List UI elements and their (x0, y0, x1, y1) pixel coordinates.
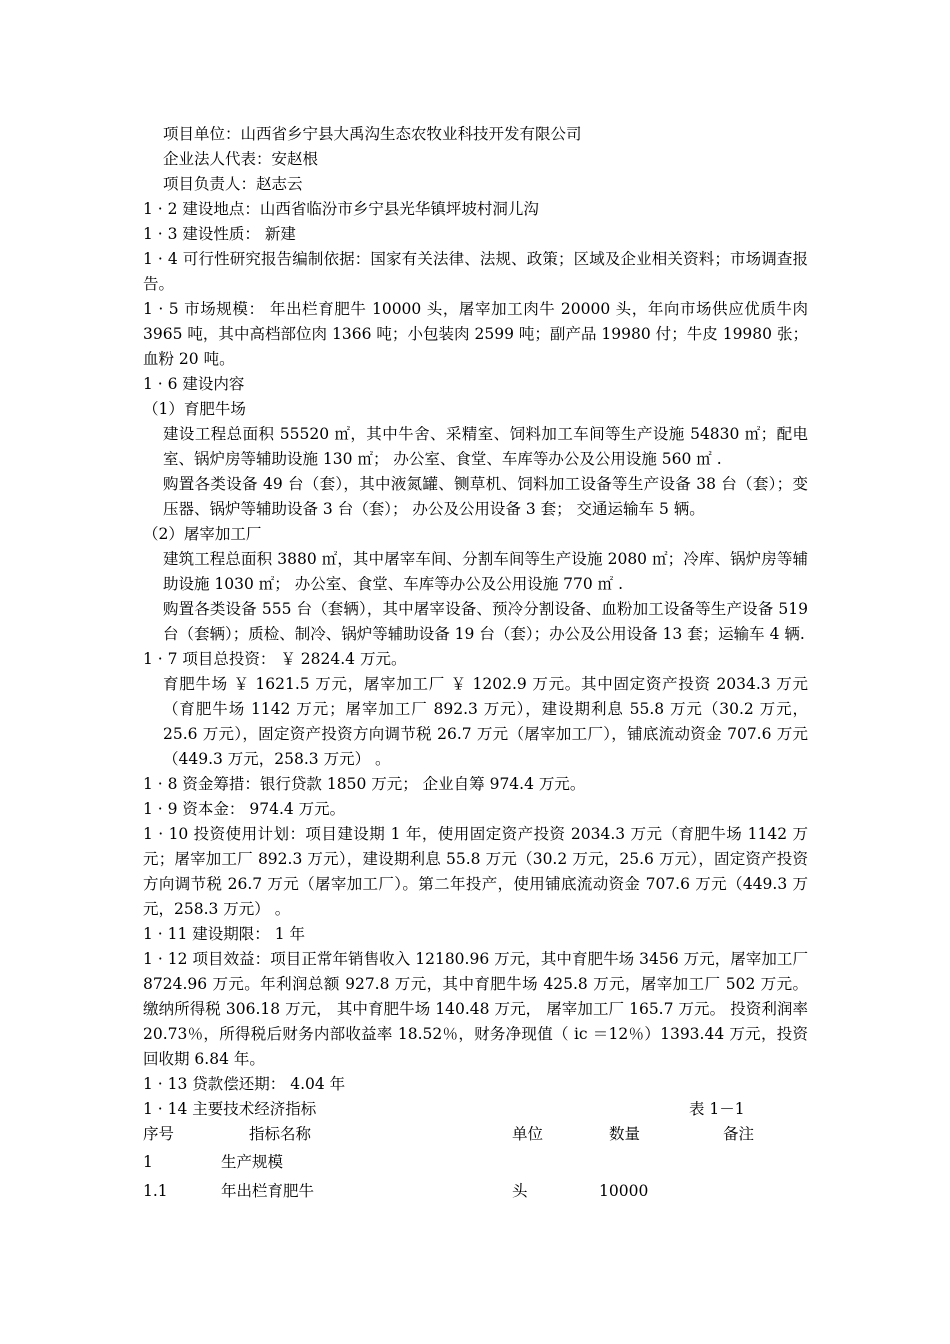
section-1-2-location: 1 · 2 建设地点：山西省临汾市乡宁县光华镇坪坡村洞儿沟 (143, 200, 539, 218)
document-body (143, 122, 808, 1204)
header-qty: 数量 (609, 1125, 641, 1143)
section-1-7-total-investment: 1 · 7 项目总投资： ￥ 2824.4 万元。 (143, 650, 407, 668)
table-row (143, 1150, 808, 1175)
section-1-11-construction-period: 1 · 11 建设期限： 1 年 (143, 925, 306, 943)
cell-name: 年出栏育肥牛 (221, 1182, 315, 1200)
section-1-14-title: 1 · 14 主要技术经济指标 (143, 1100, 317, 1118)
cell-no: 1.1 (143, 1182, 168, 1200)
section-1-4-basis: 1 · 4 可行性研究报告编制依据：国家有关法律、法规、政策；区域及企业相关资料；市场调查报告。 (143, 250, 808, 293)
fattening-farm-equipment-paragraph: 购置各类设备 49 台（套），其中液氮罐、铡草机、饲料加工设备等生产设备 38 台（套）；变压器、锅炉等辅助设备 3 台（套）； 办公及公用设备 3 套； 交通运输车 5 辆。 (163, 475, 808, 518)
section-1-8-financing: 1 · 8 资金筹措：银行贷款 1850 万元； 企业自筹 974.4 万元。 (143, 775, 586, 793)
cell-no: 1 (143, 1153, 153, 1171)
section-1-6-title: 1 · 6 建设内容 (143, 375, 245, 393)
table-header-row (143, 1122, 808, 1147)
subsection-slaughterhouse-title: （2）屠宰加工厂 (143, 525, 262, 543)
header-note: 备注 (723, 1125, 755, 1143)
project-manager-line: 项目负责人：赵志云 (163, 175, 303, 193)
table-row (143, 1179, 808, 1204)
slaughterhouse-construction-paragraph: 建筑工程总面积 3880 ㎡，其中屠宰车间、分割车间等生产设施 2080 ㎡；冷库、锅炉房等辅助设施 1030 ㎡； 办公室、食堂、车库等办公及公用设施 770 ㎡ . (163, 550, 808, 593)
section-1-12-benefits: 1 · 12 项目效益：项目正常年销售收入 12180.96 万元，其中育肥牛场 3456 万元，屠宰加工厂 8724.96 万元。年利润总额 927.8 万元，其中育肥牛场 425.8 万元，屠宰加工厂 502 万元。缴纳所得税 306.18 万元， 其中育肥牛场 140.48 万元， 屠宰加工厂 165.7 万元。 投资利润率 20.73％，所得税后财务内部收益率 18.52％，财务净现值（ ic ＝12％）1393.44 万元，投资回收期 6.84 年。 (143, 950, 808, 1068)
header-name: 指标名称 (249, 1125, 312, 1143)
cell-qty: 10000 (599, 1182, 649, 1200)
table-caption: 表 1－1 (689, 1100, 745, 1118)
section-1-13-repayment: 1 · 13 贷款偿还期： 4.04 年 (143, 1075, 346, 1093)
project-unit-line: 项目单位：山西省乡宁县大禹沟生态农牧业科技开发有限公司 (163, 125, 582, 143)
slaughterhouse-equipment-paragraph: 购置各类设备 555 台（套辆），其中屠宰设备、预冷分割设备、血粉加工设备等生产设备 519 台（套辆）；质检、制冷、锅炉等辅助设备 19 台（套）；办公及公用设备 13 套；运输车 4 辆. (163, 600, 808, 643)
subsection-fattening-farm-title: （1）育肥牛场 (143, 400, 246, 418)
cell-unit: 头 (512, 1182, 528, 1200)
section-1-9-capital: 1 · 9 资本金： 974.4 万元。 (143, 800, 346, 818)
fattening-farm-construction-paragraph: 建设工程总面积 55520 ㎡，其中牛舍、采精室、饲料加工车间等生产设施 54830 ㎡；配电室、锅炉房等辅助设施 130 ㎡； 办公室、食堂、车库等办公及公用设施 560 ㎡ . (163, 425, 808, 468)
cell-name: 生产规模 (221, 1153, 284, 1171)
legal-representative-line: 企业法人代表：安赵根 (163, 150, 319, 168)
header-unit: 单位 (512, 1125, 544, 1143)
section-1-10-investment-plan: 1 · 10 投资使用计划：项目建设期 1 年，使用固定资产投资 2034.3 万元（育肥牛场 1142 万元；屠宰加工厂 892.3 万元），建设期利息 55.8 万元（30.2 万元，25.6 万元），固定资产投资方向调节税 26.7 万元（屠宰加工厂）。第二年投产，使用铺底流动资金 707.6 万元（449.3 万元，258.3 万元） 。 (143, 825, 808, 918)
header-no: 序号 (143, 1125, 175, 1143)
section-1-5-market-scale: 1 · 5 市场规模： 年出栏育肥牛 10000 头，屠宰加工肉牛 20000 头，年向市场供应优质牛肉 3965 吨，其中高档部位肉 1366 吨；小包装肉 2599 吨；副产品 19980 付；牛皮 19980 张；血粉 20 吨。 (143, 300, 808, 368)
investment-breakdown-paragraph: 育肥牛场 ￥ 1621.5 万元，屠宰加工厂 ￥ 1202.9 万元。其中固定资产投资 2034.3 万元（育肥牛场 1142 万元；屠宰加工厂 892.3 万元），建设期利息 55.8 万元（30.2 万元，25.6 万元），固定资产投资方向调节税 26.7 万元（屠宰加工厂），铺底流动资金 707.6 万元（449.3 万元，258.3 万元） 。 (163, 675, 808, 768)
section-1-3-nature: 1 · 3 建设性质： 新建 (143, 225, 296, 243)
section-1-14-title-row (143, 1097, 808, 1122)
